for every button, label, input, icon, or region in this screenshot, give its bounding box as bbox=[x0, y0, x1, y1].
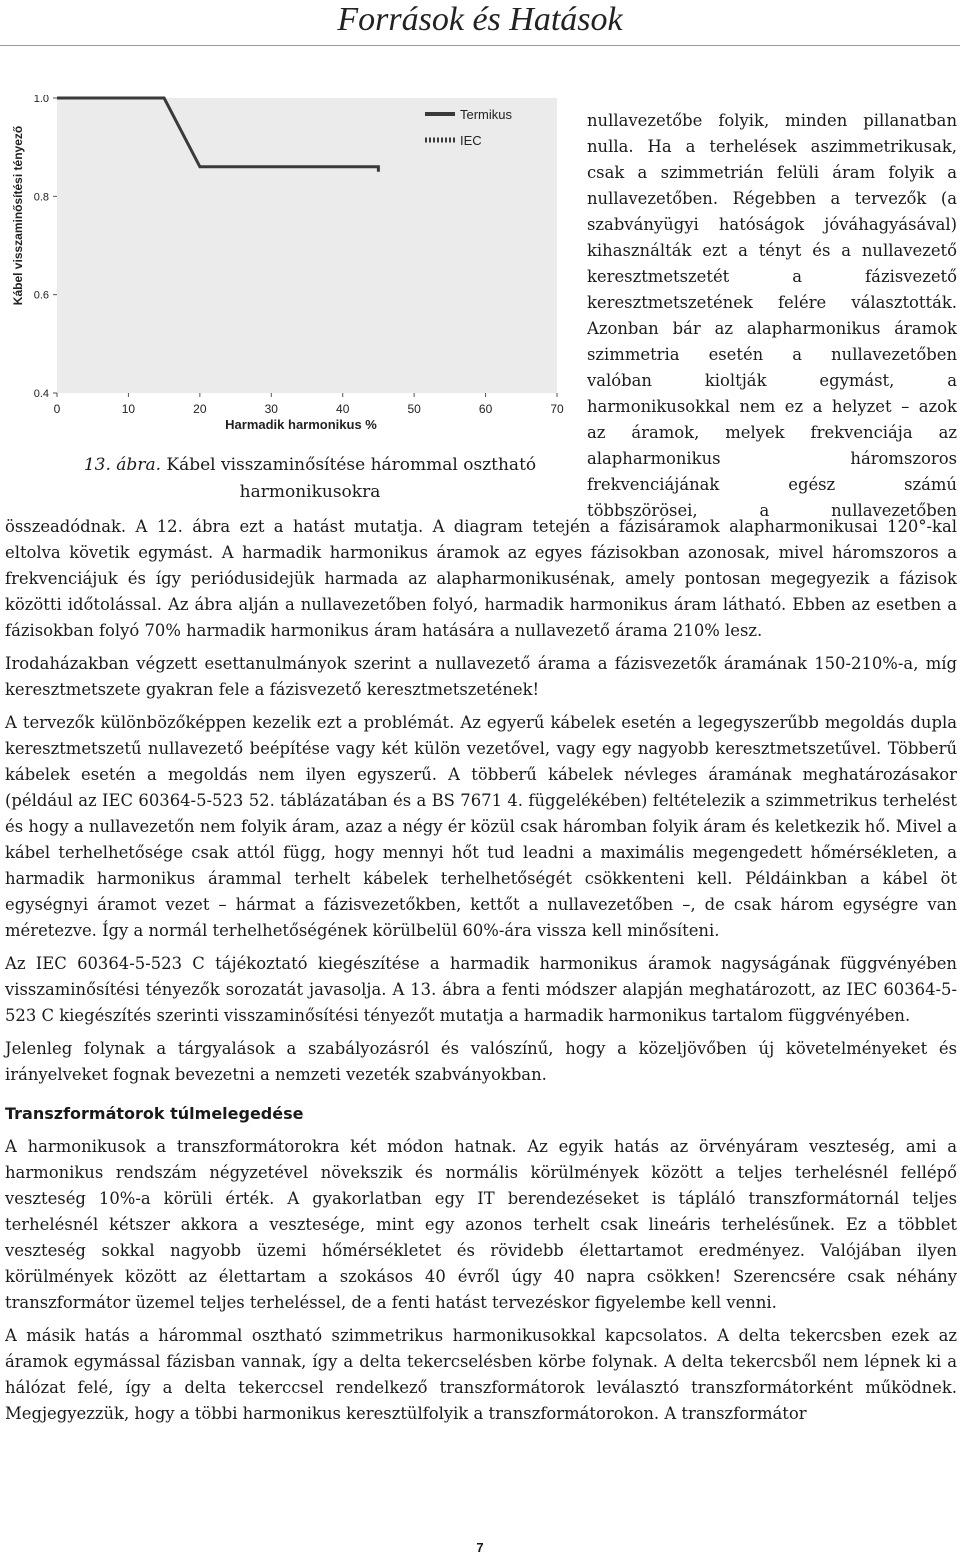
paragraph: Irodaházakban végzett esettanulmányok szerint a nullavezető árama a fázisvezetők áramának 150-210%-a, míg keresztmetszete gyakran fele a fázisvezető keresztmetszetének! bbox=[5, 654, 957, 699]
section-heading: Transzformátorok túlmelegedése bbox=[5, 1104, 304, 1123]
plot-area bbox=[57, 98, 557, 393]
page-number: 7 bbox=[476, 1540, 484, 1555]
x-tick-label: 70 bbox=[550, 402, 564, 416]
chart-svg bbox=[0, 95, 580, 435]
paragraph: Jelenleg folynak a tárgyalások a szabályozásról és valószínű, hogy a közeljövőben új követelményeket és irányelveket fognak bevezetni a nemzeti vezeték szabványokban. bbox=[5, 1039, 957, 1084]
side-line: keresztmetszetét a fázisvezető bbox=[587, 267, 957, 286]
main-column-text bbox=[5, 514, 957, 1434]
legend-label: Termikus bbox=[460, 107, 513, 122]
derating-chart bbox=[0, 95, 580, 435]
caption-text: Kábel visszaminősítése hárommal osztható harmonikusokra bbox=[166, 455, 537, 502]
legend-label: IEC bbox=[460, 133, 482, 148]
side-line: harmonikusokkal nem ez a helyzet – azok bbox=[587, 397, 957, 416]
figure-caption bbox=[60, 452, 560, 506]
side-line: nullavezetőbe folyik, minden pillanatban bbox=[587, 111, 957, 130]
side-line: szabványügyi hatóságok jóváhagyásával) bbox=[587, 215, 957, 234]
x-tick-label: 20 bbox=[193, 402, 207, 416]
y-tick-label: 1.0 bbox=[33, 95, 49, 105]
side-line: szimmetria esetén a nullavezetőben bbox=[587, 345, 957, 364]
side-line: keresztmetszetének felére választották. bbox=[587, 293, 957, 312]
x-tick-label: 40 bbox=[336, 402, 350, 416]
x-tick-label: 10 bbox=[121, 402, 136, 416]
x-tick-label: 30 bbox=[264, 402, 278, 416]
y-tick-label: 0.6 bbox=[33, 289, 49, 302]
x-tick-label: 50 bbox=[407, 402, 421, 416]
side-line: nulla. Ha a terhelések aszimmetrikusak, bbox=[587, 137, 957, 156]
y-axis-label: Kábel visszaminősítési tényező bbox=[11, 125, 25, 306]
x-tick-label: 60 bbox=[478, 402, 493, 416]
y-tick-label: 0.4 bbox=[33, 388, 49, 400]
side-line: az áramok, melyek frekvenciája az bbox=[587, 423, 957, 442]
header-divider bbox=[0, 45, 960, 46]
side-line: kihasználták ezt a tényt és a nullavezető bbox=[587, 241, 957, 260]
page-header-title: Források és Hatások bbox=[337, 1, 623, 38]
side-line: frekvenciájának egész számú bbox=[587, 475, 957, 494]
paragraph: A másik hatás a hárommal osztható szimmetrikus harmonikusokkal kapcsolatos. A delta tekercsben ezek az áramok egymással fázisban vannak, így a delta tekercselésben körbe folynak. A delta tekercsből nem lépnek ki a hálózat felé, így a delta tekerccsel rendelkező transzformátorok leválasztó transzformátorként működnek. Megjegyezzük, hogy a többi harmonikus keresztülfolyik a transzformátorokon. A transzformátor bbox=[5, 1326, 957, 1423]
x-axis-label: Harmadik harmonikus % bbox=[225, 417, 377, 432]
y-tick-label: 0.8 bbox=[33, 191, 49, 204]
side-line: Azonban bár az alapharmonikus áramok bbox=[587, 319, 957, 338]
side-column-text bbox=[587, 108, 957, 524]
paragraph: A tervezők különbözőképpen kezelik ezt a problémát. Az egyerű kábelek esetén a legegyszerűbb megoldás dupla keresztmetszetű nullavezető beépítése vagy két külön vezetővel, vagy egy nagyobb keresztmetszetűvel. Többerű kábelek esetén a megoldás nem ilyen egyszerű. A többerű kábelek névleges áramának meghatározásakor (például az IEC 60364-5-523 52. táblázatában és a BS 7671 4. függelékében) feltételezik a szimmetrikus terhelést és hogy a nullavezetőn nem folyik áram, azaz a négy ér közül csak háromban folyik áram és keletkezik hő. Mivel a kábel terhelhetősége csak attól függ, hogy mennyi hőt tud leadni a maximális megengedett hőmérsékleten, a harmadik harmonikus árammal terhelt kábelek terhelhetőségét csökkenteni kell. Példáinkban a kábel öt egységnyi áramot vezet – hármat a fázisvezetőkben, kettőt a nullavezetőben –, de csak három egységre van méretezve. Így a normál terhelhetőségének körülbelül 60%-ára vissza kell minősíteni. bbox=[5, 713, 957, 940]
side-line: többszörösei, a nullavezetőben bbox=[587, 501, 957, 520]
caption-label: 13. ábra. bbox=[83, 455, 161, 475]
x-tick-label: 0 bbox=[53, 402, 61, 416]
side-line: nullavezetőben. Régebben a tervezők (a bbox=[587, 189, 957, 208]
paragraph: A harmonikusok a transzformátorokra két módon hatnak. Az egyik hatás az örvényáram veszteség, ami a harmonikus rendszám négyzetével növekszik és normális körülmények között a teljes terhelésnél fellépő veszteség 10%-a körüli érték. A gyakorlatban egy IT berendezéseket is tápláló transzformátornál teljes terhelésnél kétszer akkora a vesztesége, mint egy azonos terhelt csak lineáris terhelésűnek. Ez a többlet veszteség sokkal nagyobb üzemi hőmérsékletet és rövidebb élettartamot eredményez. Valójában ilyen körülmények között az élettartam a szokásos 40 évről úgy 40 napra csökken! Szerencsére csak néhány transzformátor üzemel teljes terheléssel, de a fenti hatást tervezéskor figyelembe kell venni. bbox=[5, 1137, 957, 1312]
paragraph: Az IEC 60364-5-523 C tájékoztató kiegészítése a harmadik harmonikus áramok nagyságának függvényében visszaminősítési tényezők sorozatát javasolja. A 13. ábra a fenti módszer alapján meghatározott, az IEC 60364-5-523 C kiegészítés szerinti visszaminősítési tényezőt mutatja a harmadik harmonikus tartalom függvényében. bbox=[5, 954, 957, 1025]
side-line: csak a szimmetrián felüli áram folyik a bbox=[587, 163, 957, 182]
paragraph: összeadódnak. A 12. ábra ezt a hatást mutatja. A diagram tetején a fázisáramok alapharmonikusai 120°-kal eltolva követik egymást. A harmadik harmonikus áramok az egyes fázisokban azonosak, mivel háromszoros a frekvenciájuk és így periódusidejük harmada az alapharmonikusénak, amely pontosan megegyezik a fázisok közötti időtolással. Az ábra alján a nullavezetőben folyó, harmadik harmonikus áram látható. Ebben az esetben a fázisokban folyó 70% harmadik harmonikus áram hatására a nullavezető árama 210% lesz. bbox=[5, 517, 957, 640]
side-line: valóban kioltják egymást, a bbox=[587, 371, 957, 390]
side-line: alapharmonikus háromszoros bbox=[587, 449, 957, 468]
